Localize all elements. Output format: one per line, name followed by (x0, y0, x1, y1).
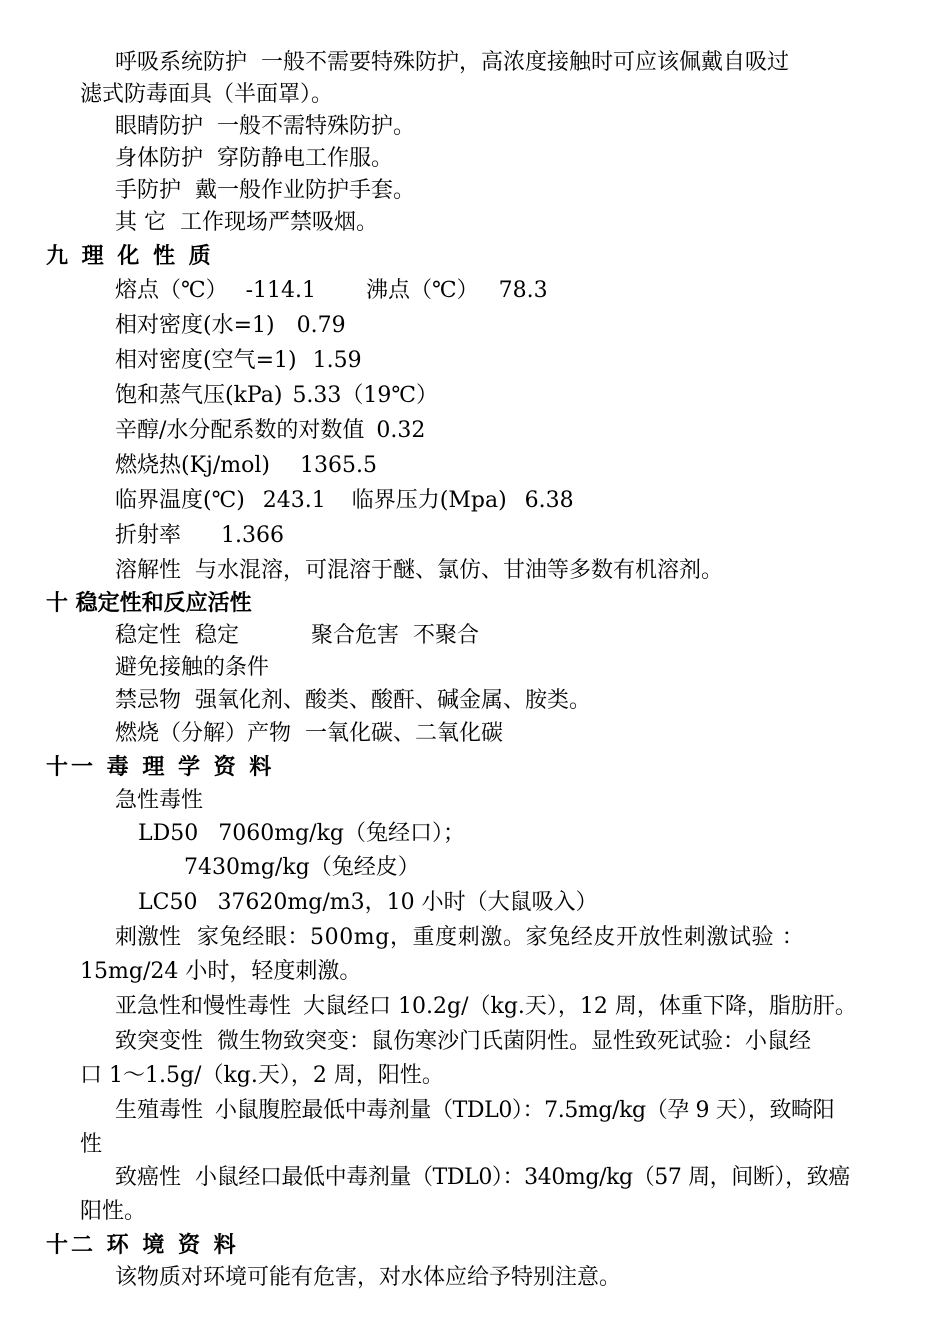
critical-pressure-value: 6.38 (524, 488, 574, 513)
stability-label: 稳定性 (115, 623, 182, 648)
density-water-line (115, 311, 346, 341)
density-air-value: 1.59 (312, 348, 362, 373)
refraction-line (115, 521, 284, 551)
solubility-label: 溶解性 (115, 558, 182, 583)
lc50-line (138, 888, 598, 918)
solubility-line (115, 556, 723, 586)
density-air-line (115, 346, 362, 376)
polymerization-label: 聚合危害 (311, 623, 400, 648)
stability-line (115, 621, 479, 651)
irritation-continuation: 15mg/24 小时，轻度刺激。 (80, 959, 362, 984)
respiratory-protection-label: 呼吸系统防护 (115, 50, 248, 75)
decomposition-value: 一氧化碳、二氧化碳 (305, 721, 504, 746)
stability-value: 稳定 (195, 623, 240, 648)
section-9-heading: 九 理 化 性 质 (46, 243, 214, 269)
melting-point-value: -114.1 (245, 278, 317, 303)
subacute-line (115, 992, 857, 1022)
critical-line (115, 486, 574, 516)
other-protection-line (115, 208, 378, 238)
incompatible-line (115, 686, 591, 716)
refraction-label: 折射率 (115, 523, 182, 548)
body-protection-text: 穿防静电工作服。 (217, 146, 394, 171)
incompatible-value: 强氧化剂、酸类、酸酐、碱金属、胺类。 (195, 688, 592, 713)
vapor-pressure-line (115, 381, 438, 411)
avoid-conditions-label: 避免接触的条件 (115, 655, 270, 680)
mutagenicity-continuation: 口 1～1.5g/（kg.天），2 周，阳性。 (80, 1063, 444, 1088)
eye-protection-label: 眼睛防护 (115, 114, 204, 139)
irritation-line (115, 923, 804, 953)
acute-toxicity-label: 急性毒性 (115, 788, 204, 813)
lc50-value: 37620mg/m3，10 小时（大鼠吸入） (217, 890, 598, 915)
mutagenicity-text: 微生物致突变：鼠伤寒沙门氏菌阴性。显性致死试验：小鼠经 (217, 1029, 812, 1054)
environment-text: 该物质对环境可能有危害，对水体应给予特别注意。 (115, 1265, 622, 1290)
hand-protection-text: 戴一般作业防护手套。 (195, 178, 416, 203)
respiratory-protection-line (115, 48, 789, 78)
body-protection-line (115, 144, 393, 174)
section-11-heading: 十一 毒 理 学 资 料 (46, 754, 275, 780)
respiratory-protection-continuation: 滤式防毒面具（半面罩）。 (80, 82, 334, 107)
subacute-label: 亚急性和慢性毒性 (115, 994, 292, 1019)
hand-protection-line (115, 176, 415, 206)
critical-temperature-label: 临界温度(℃) (115, 488, 245, 513)
polymerization-value: 不聚合 (413, 623, 480, 648)
decomposition-line (115, 719, 503, 749)
section-12-heading: 十二 环 境 资 料 (46, 1232, 239, 1258)
ld50-line (138, 819, 465, 849)
body-protection-label: 身体防护 (115, 146, 204, 171)
solubility-value: 与水混溶，可混溶于醚、氯仿、甘油等多数有机溶剂。 (195, 558, 724, 583)
other-protection-label: 其 它 (115, 210, 166, 235)
reproductive-continuation: 性 (80, 1132, 103, 1157)
decomposition-label: 燃烧（分解）产物 (115, 721, 292, 746)
octanol-line (115, 416, 425, 446)
reproductive-text: 小鼠腹腔最低中毒剂量（TDL0）：7.5mg/kg（孕 9 天），致畸阳 (215, 1098, 835, 1123)
carcinogenicity-line (115, 1163, 850, 1193)
vapor-pressure-label: 饱和蒸气压(kPa) (115, 383, 283, 408)
other-protection-text: 工作现场严禁吸烟。 (180, 210, 379, 235)
subacute-text: 大鼠经口 10.2g/（kg.天），12 周，体重下降，脂肪肝。 (303, 994, 857, 1019)
octanol-value: 0.32 (376, 418, 426, 443)
mutagenicity-label: 致突变性 (115, 1029, 204, 1054)
irritation-text: 家兔经眼：500mg，重度刺激。家兔经皮开放性刺激试验 ： (197, 925, 805, 950)
reproductive-label: 生殖毒性 (115, 1098, 204, 1123)
boiling-point-value: 78.3 (498, 278, 548, 303)
density-water-label: 相对密度(水=1) (115, 313, 275, 338)
eye-protection-line (115, 112, 415, 142)
section-10-heading: 十 稳定性和反应活性 (46, 590, 252, 616)
melting-point-label: 熔点（℃） (115, 278, 228, 303)
carcinogenicity-continuation: 阳性。 (80, 1199, 147, 1224)
combustion-heat-label: 燃烧热(Kj/mol) (115, 453, 270, 478)
eye-protection-text: 一般不需特殊防护。 (217, 114, 416, 139)
refraction-value: 1.366 (221, 523, 284, 548)
mutagenicity-line (115, 1027, 811, 1057)
octanol-label: 辛醇/水分配系数的对数值 (115, 418, 365, 443)
vapor-pressure-value: 5.33（19℃） (292, 383, 439, 408)
density-air-label: 相对密度(空气=1) (115, 348, 297, 373)
incompatible-label: 禁忌物 (115, 688, 182, 713)
combustion-heat-line (115, 451, 377, 481)
melting-boiling-line (115, 276, 548, 306)
hand-protection-label: 手防护 (115, 178, 182, 203)
critical-pressure-label: 临界压力(Mpa) (351, 488, 507, 513)
carcinogenicity-text: 小鼠经口最低中毒剂量（TDL0）：340mg/kg（57 周，间断），致癌 (195, 1165, 850, 1190)
boiling-point-label: 沸点（℃） (366, 278, 479, 303)
combustion-heat-value: 1365.5 (299, 453, 377, 478)
ld50-dermal-value: 7430mg/kg（兔经皮） (184, 855, 420, 880)
lc50-label: LC50 (138, 890, 198, 915)
critical-temperature-value: 243.1 (262, 488, 326, 513)
irritation-label: 刺激性 (115, 925, 182, 950)
respiratory-protection-text: 一般不需要特殊防护，高浓度接触时可应该佩戴自吸过 (261, 50, 790, 75)
reproductive-line (115, 1096, 834, 1126)
density-water-value: 0.79 (296, 313, 346, 338)
ld50-oral-value: 7060mg/kg（兔经口）； (218, 821, 466, 846)
carcinogenicity-label: 致癌性 (115, 1165, 182, 1190)
ld50-label: LD50 (138, 821, 199, 846)
